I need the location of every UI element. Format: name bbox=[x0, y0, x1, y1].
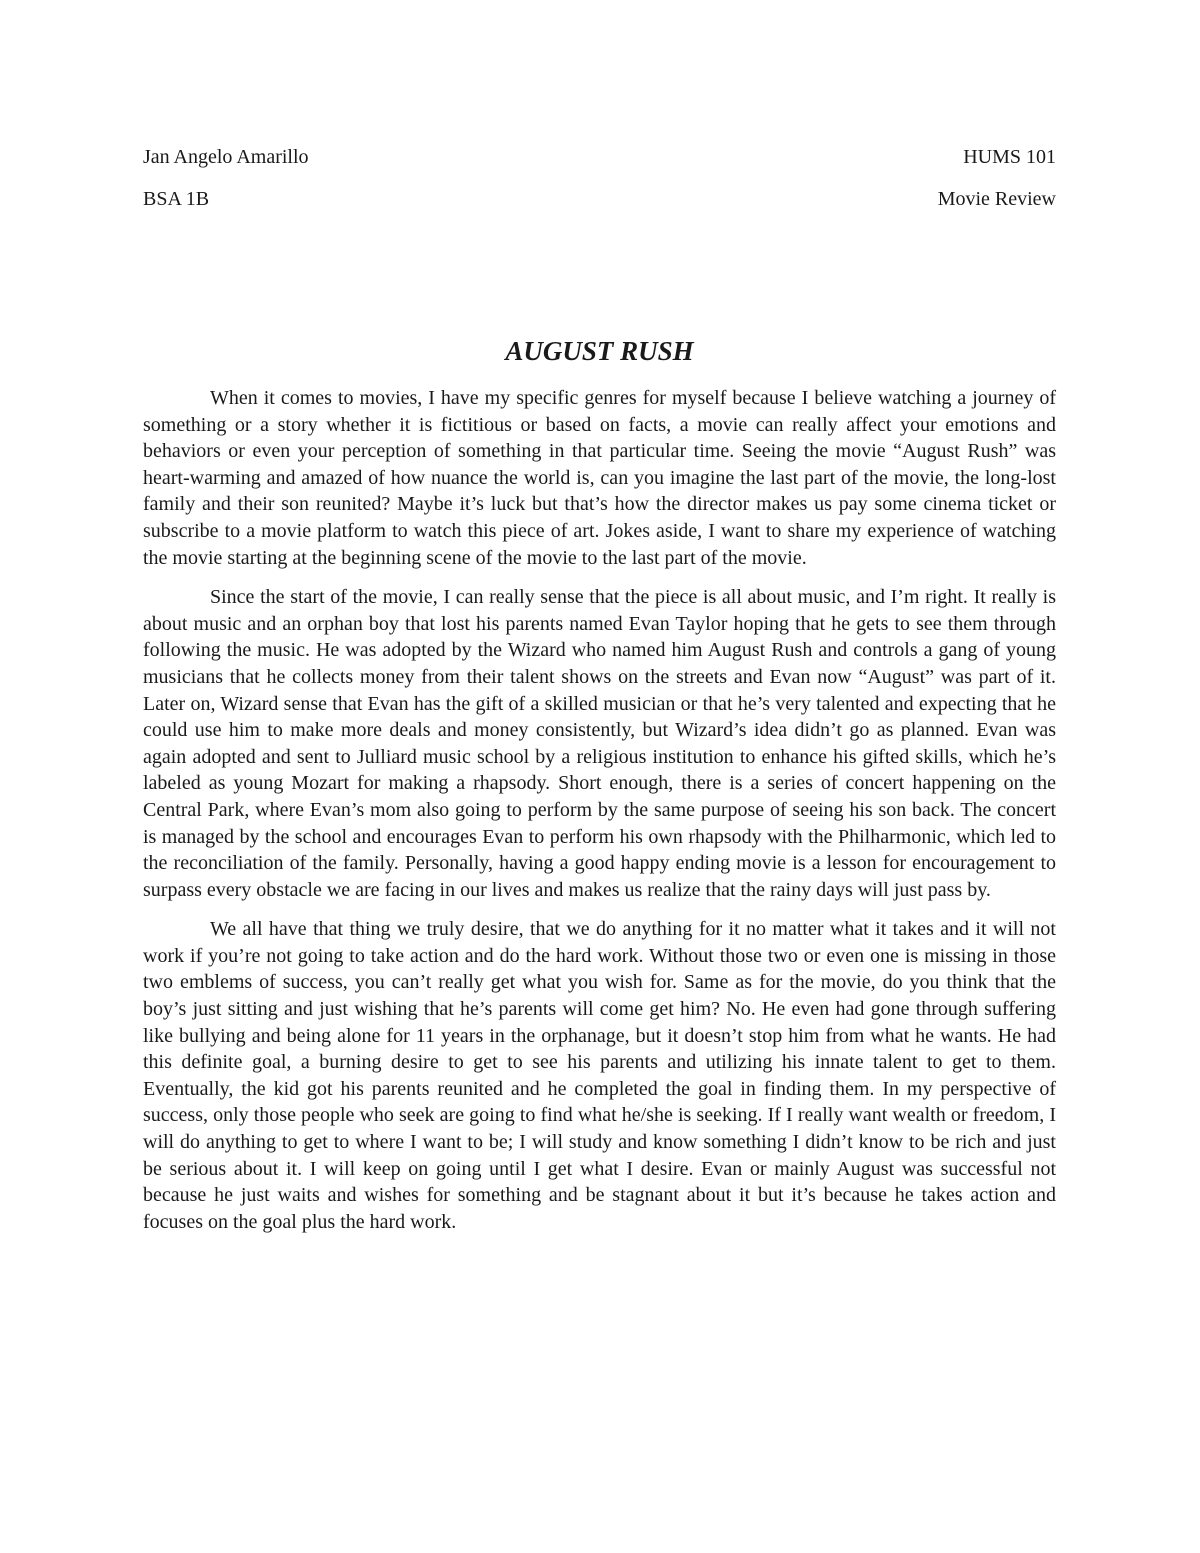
header-row-bottom bbox=[143, 186, 1056, 212]
author-name: Jan Angelo Amarillo bbox=[143, 146, 309, 168]
section-name: BSA 1B bbox=[143, 188, 210, 210]
document-title: AUGUST RUSH bbox=[505, 336, 694, 366]
course-code: HUMS 101 bbox=[963, 146, 1056, 168]
header-row-top bbox=[143, 144, 1056, 170]
paragraph-1: When it comes to movies, I have my specific genres for myself because I believe watching a journey of something or a story whether it is fictitious or based on facts, a movie can really affect your emotions and behaviors or even your perception of something in that particular time. Seeing the movie “August Rush” was heart-warming and amazed of how nuance the world is, can you imagine the last part of the movie, the long-lost family and their son reunited? Maybe it’s luck but that’s how the director makes us pay some cinema ticket or subscribe to a movie platform to watch this piece of art. Jokes aside, I want to share my experience of watching the movie starting at the beginning scene of the movie to the last part of the movie. bbox=[143, 387, 1056, 569]
assignment-type: Movie Review bbox=[937, 188, 1056, 210]
document-body bbox=[143, 385, 1056, 1248]
paragraph-2: Since the start of the movie, I can really sense that the piece is all about music, and I’m right. It really is about music and an orphan boy that lost his parents named Evan Taylor hoping that he gets to see them through following the music. He was adopted by the Wizard who named him August Rush and controls a gang of young musicians that he collects money from their talent shows on the streets and Evan now “August” was part of it. Later on, Wizard sense that Evan has the gift of a skilled musician or that he’s very talented and expecting that he could use him to make more deals and money consistently, but Wizard’s idea didn’t go as planned. Evan was again adopted and sent to Julliard music school by a religious institution to enhance his gifted skills, which he’s labeled as young Mozart for making a rhapsody. Short enough, there is a series of concert happening on the Central Park, where Evan’s mom also going to perform by the same purpose of seeing his son back. The concert is managed by the school and encourages Evan to perform his own rhapsody with the Philharmonic, which led to the reconciliation of the family. Personally, having a good happy ending movie is a lesson for encouragement to surpass every obstacle we are facing in our lives and makes us realize that the rainy days will just pass by. bbox=[143, 586, 1056, 901]
paragraph-3: We all have that thing we truly desire, that we do anything for it no matter what it takes and it will not work if you’re not going to take action and do the hard work. Without those two or even one is missing in those two emblems of success, you can’t really get what you wish for. Same as for the movie, do you think that the boy’s just sitting and just wishing that he’s parents will come get him? No. He even had gone through suffering like bullying and being alone for 11 years in the orphanage, but it doesn’t stop him from what he wants. He had this definite goal, a burning desire to get to see his parents and utilizing his innate talent to get to them. Eventually, the kid got his parents reunited and he completed the goal in finding them. In my perspective of success, only those people who seek are going to find what he/she is seeking. If I really want wealth or freedom, I will do anything to get to where I want to be; I will study and know something I didn’t know to be rich and just be serious about it. I will keep on going until I get what I desire. Evan or mainly August was successful not because he just waits and wishes for something and be stagnant about it but it’s because he takes action and focuses on the goal plus the hard work. bbox=[143, 918, 1056, 1233]
